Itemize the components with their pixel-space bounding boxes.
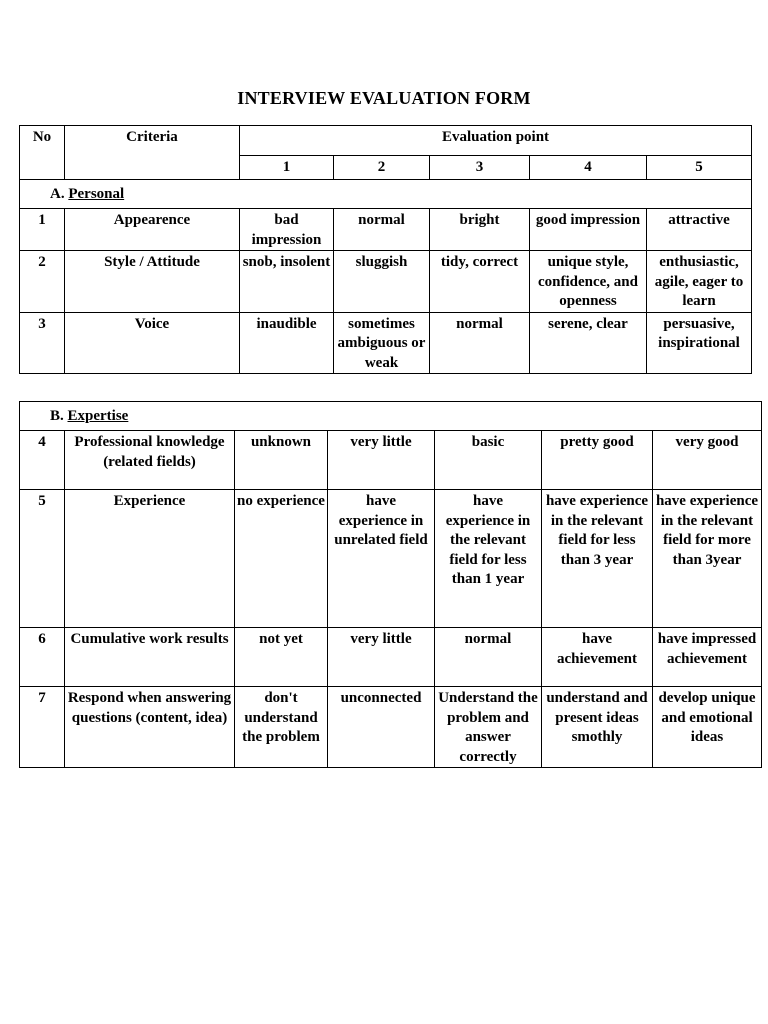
cell-point-4: serene, clear [530, 312, 647, 374]
header-evaluation-point: Evaluation point [240, 126, 752, 156]
cell-point-1: not yet [235, 628, 328, 687]
section-header-expertise [20, 402, 762, 431]
cell-point-4: have achievement [542, 628, 653, 687]
cell-point-2: sluggish [334, 251, 430, 313]
row-no: 3 [20, 312, 65, 374]
section-header-personal [20, 180, 752, 209]
cell-point-3: have experience in the relevant field for less than 1 year [435, 490, 542, 628]
cell-point-2: have experience in unrelated field [328, 490, 435, 628]
cell-point-4: good impression [530, 209, 647, 251]
cell-point-4: understand and present ideas smothly [542, 687, 653, 768]
row-no: 7 [20, 687, 65, 768]
row-criteria: Style / Attitude [65, 251, 240, 313]
table-row [20, 431, 762, 490]
header-point-5: 5 [647, 156, 752, 180]
evaluation-table-expertise [19, 401, 762, 768]
header-point-4: 4 [530, 156, 647, 180]
cell-point-5: persuasive, inspirational [647, 312, 752, 374]
row-no: 6 [20, 628, 65, 687]
cell-point-1: no experience [235, 490, 328, 628]
cell-point-3: basic [435, 431, 542, 490]
cell-point-2: very little [328, 431, 435, 490]
row-no: 4 [20, 431, 65, 490]
cell-point-3: normal [430, 312, 530, 374]
cell-point-2: normal [334, 209, 430, 251]
table-row [20, 251, 752, 313]
table-row [20, 209, 752, 251]
cell-point-3: normal [435, 628, 542, 687]
cell-point-4: unique style, confidence, and openness [530, 251, 647, 313]
cell-point-4: have experience in the relevant field for less than 3 year [542, 490, 653, 628]
row-no: 5 [20, 490, 65, 628]
row-no: 2 [20, 251, 65, 313]
cell-point-2: very little [328, 628, 435, 687]
cell-point-1: don't understand the problem [235, 687, 328, 768]
cell-point-2: unconnected [328, 687, 435, 768]
row-criteria: Appearence [65, 209, 240, 251]
cell-point-1: unknown [235, 431, 328, 490]
cell-point-5: enthusiastic, agile, eager to learn [647, 251, 752, 313]
cell-point-5: attractive [647, 209, 752, 251]
cell-point-1: snob, insolent [240, 251, 334, 313]
cell-point-5: very good [653, 431, 762, 490]
section-label: Personal [68, 186, 125, 203]
row-criteria: Respond when answering questions (content, idea) [65, 687, 235, 768]
header-no: No [20, 126, 65, 180]
header-point-1: 1 [240, 156, 334, 180]
table-row [20, 628, 762, 687]
row-criteria: Professional knowledge (related fields) [65, 431, 235, 490]
cell-point-3: tidy, correct [430, 251, 530, 313]
cell-point-1: inaudible [240, 312, 334, 374]
table-row [20, 312, 752, 374]
cell-point-3: Understand the problem and answer correctly [435, 687, 542, 768]
cell-point-4: pretty good [542, 431, 653, 490]
evaluation-table-personal [19, 125, 752, 374]
table-row [20, 687, 762, 768]
row-criteria: Voice [65, 312, 240, 374]
row-criteria: Experience [65, 490, 235, 628]
cell-point-5: develop unique and emotional ideas [653, 687, 762, 768]
cell-point-5: have experience in the relevant field for more than 3year [653, 490, 762, 628]
section-prefix: B. [50, 408, 64, 425]
header-criteria: Criteria [65, 126, 240, 180]
cell-point-5: have impressed achievement [653, 628, 762, 687]
header-point-3: 3 [430, 156, 530, 180]
row-criteria: Cumulative work results [65, 628, 235, 687]
section-prefix: A. [50, 186, 65, 203]
header-point-2: 2 [334, 156, 430, 180]
section-label: Expertise [67, 408, 129, 425]
form-title: INTERVIEW EVALUATION FORM [237, 88, 531, 108]
cell-point-3: bright [430, 209, 530, 251]
table-row [20, 490, 762, 628]
cell-point-2: sometimes ambiguous or weak [334, 312, 430, 374]
cell-point-1: bad impression [240, 209, 334, 251]
row-no: 1 [20, 209, 65, 251]
